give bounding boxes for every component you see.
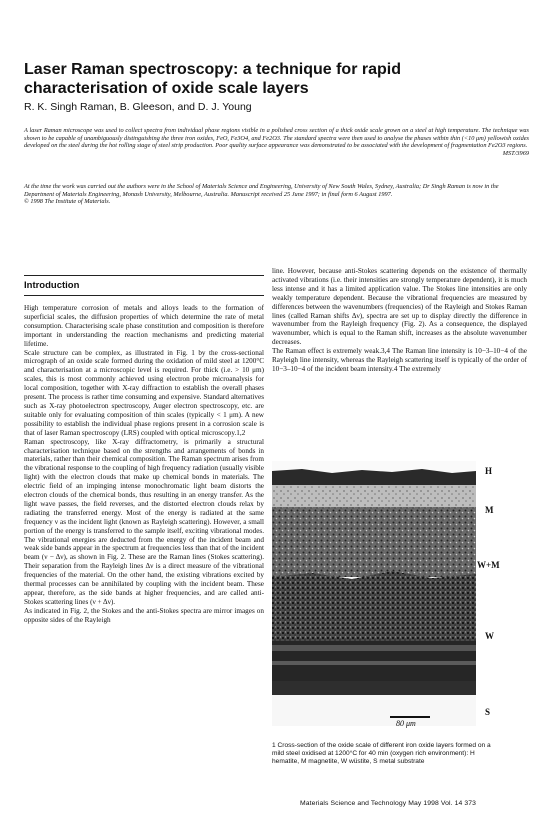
paper-title: Laser Raman spectroscopy: a technique for rapid characterisation of oxide scale layers: [24, 61, 401, 97]
paragraph: High temperature corrosion of metals and alloys leads to the formation of superficial scales, the diffusion properties of which determine the rate of metal consumption. Characterising scale phase constitution and composition is therefore important in understanding the reaction mechanisms and predicting material lifetime.: [24, 304, 264, 348]
affiliation-note: [24, 183, 529, 206]
paragraph: The Raman effect is extremely weak.3,4 The Raman line intensity is 10−3–10−4 of the Rayleigh line intensity, whereas the Rayleigh scattering itself is typically of the order of 10−3–10−4 of the incident beam intensity.4 The extremely: [272, 347, 527, 373]
micrograph-image: [272, 461, 476, 726]
label-wustite: W: [485, 631, 494, 641]
abstract: [24, 127, 529, 158]
scale-bar-label: 80 μm: [396, 719, 416, 728]
figure-micrograph: [272, 461, 500, 728]
copyright-line: © 1998 The Institute of Materials.: [24, 198, 111, 206]
label-hematite: H: [485, 466, 493, 476]
section-rule-top: [24, 275, 264, 276]
paragraph: Scale structure can be complex, as illustrated in Fig. 1 by the cross-sectional micrograph of an oxide scale formed during the oxidation of mild steel at 1200°C and characterisation at a microscopic level is required. For thick (i.e. > 10 μm) scales, this is most commonly achieved using electron probe microanalysis for local composition, together with X-ray diffraction to establish the overall phases present. The process is rather time consuming and expensive. Standard alternatives such as X-ray photoelectron spectroscopy, Auger electron spectroscopy, etc. are suitable only for evaluating composition of thin scales (typically < 1 μm). A new possibility to establish the individual phase regions present in a corrosion scale is that of laser Raman spectroscopy (LRS) coupled with optical microscopy.1,2: [24, 348, 264, 437]
figure-caption: 1 Cross-section of the oxide scale of different iron oxide layers formed on a mild steel oxidised at 1200°C for 40 min (oxygen rich environment): H hematite, M magnetite, W wüstite, S metal substrate: [272, 742, 491, 766]
section-rule-bottom: [24, 295, 264, 296]
author-list: R. K. Singh Raman, B. Gleeson, and D. J. Young: [24, 101, 252, 113]
paragraph: As indicated in Fig. 2, the Stokes and the anti-Stokes spectra are mirror images on opposite sides of the Rayleigh: [24, 606, 264, 624]
label-magnetite: M: [485, 505, 494, 515]
paragraph: line. However, because anti-Stokes scattering depends on the existence of thermally activated vibrations (i.e. their intensities are strongly temperature dependent), it is much less intense and it has a limited application value. The Stokes line intensities are only weakly temperature dependent. Because the vibrational frequencies are measured by differences between the wavenumbers (frequencies) of the Rayleigh and Stokes Raman lines (called Raman shifts Δν), spectra are set up to display directly the difference in wavenumber from the Rayleigh frequency (Fig. 2). As a consequence, the displayed wavenumber, which is equal to the Raman shift, increases as the absolute wavenumber decreases.: [272, 267, 527, 347]
left-column: [24, 304, 264, 625]
right-column: [272, 267, 527, 374]
paragraph: Raman spectroscopy, like X-ray diffractometry, is primarily a structural characterisation technique based on the strengths and arrangements of bonds in materials, rather than their chemical composition. The Raman spectrum arises from the vibrational response to the coupling of high frequency radiation (usually visible light) with the electron clouds that make up chemical bonds in materials. The electric field of an impinging intense monochromatic light beam distorts the electron clouds of the chemical bonds, thus resulting in an energy transfer. As the light wave passes, the field reverses, and the distorted electron clouds relax by radiating the transferred energy. Most of the energy is radiated at the same frequency ν as the incident light (known as Rayleigh scattering). However, a small portion of the energy is transferred to the sample itself, exciting vibrational modes. The vibrational energies are deducted from the energy of the incident beam and weak side bands appear in the spectrum at frequencies less than that of the incident beam (ν − Δν), as shown in Fig. 2. These are the Raman lines (Stokes scattering). Their separation from the Rayleigh lines Δν is a direct measure of the vibrational frequencies of the material. On the other hand, the existing vibrations excited by thermal processes can be annihilated by coupling with the incident beam. These appear, therefore, as the side bands at higher frequencies, and are called anti-Stokes scattering lines (ν + Δν).: [24, 437, 264, 606]
affiliation-text: At the time the work was carried out the authors were in the School of Materials Science and Engineering, University of New South Wales, Sydney, Australia; Dr Singh Raman is now in the Department of Materials Engineering, Monash University, Melbourne, Australia. Manuscript received 25 June 1997; in final form 6 August 1997.: [24, 183, 499, 198]
label-substrate: S: [485, 707, 491, 717]
label-wustite-magnetite: W+M: [477, 560, 500, 570]
section-heading-introduction: Introduction: [24, 280, 80, 291]
page-footer: Materials Science and Technology May 1998 Vol. 14 373: [300, 800, 476, 807]
abstract-text: A laser Raman microscope was used to collect spectra from individual phase regions visible in a polished cross section of a thick oxide scale grown on a steel at high temperature. The technique was shown to be capable of unambiguously distinguishing the three iron oxides, FeO, Fe3O4, and Fe2O3. The standard spectra were then used to analyse the phases within thin (<10 μm) yellowish oxides developed on the steel during the hot rolling stage of steel strip production. Poor quality surface appearance was demonstrated to be associated with the development of fragmentation Fe2O3 regions.: [24, 127, 529, 150]
abstract-reference-code: MST/3969: [502, 150, 529, 158]
